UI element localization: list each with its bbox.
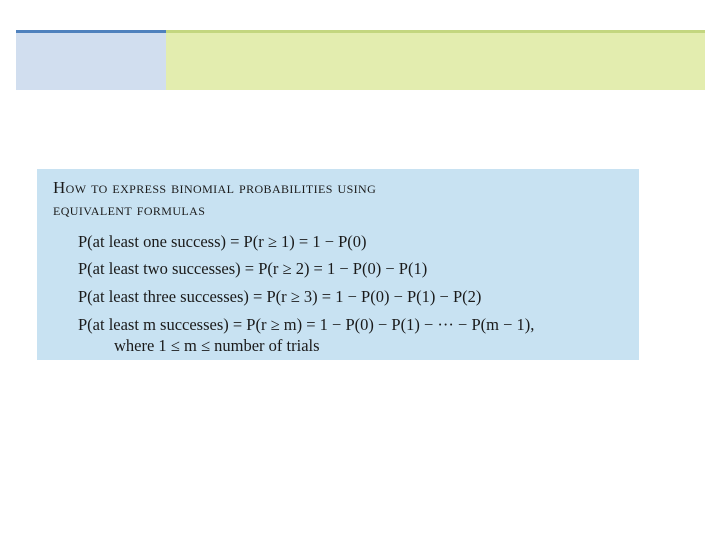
formula-at-least-one: P(at least one success) = P(r ≥ 1) = 1 − P(0) — [78, 232, 367, 251]
decorative-header-band — [16, 30, 705, 90]
box-title-line-1: How to express binomial probabilities using — [53, 178, 377, 197]
header-accent-block-blue — [16, 30, 166, 90]
formula-at-least-three: P(at least three successes) = P(r ≥ 3) = 1 − P(0) − P(1) − P(2) — [78, 287, 482, 306]
formula-at-least-m: P(at least m successes) = P(r ≥ m) = 1 − P(0) − P(1) − ··· − P(m − 1), — [78, 315, 535, 334]
formula-condition: where 1 ≤ m ≤ number of trials — [114, 336, 320, 355]
formula-box — [37, 169, 639, 360]
formula-at-least-two: P(at least two successes) = P(r ≥ 2) = 1 − P(0) − P(1) — [78, 259, 428, 278]
header-accent-block-green — [166, 30, 705, 90]
box-title-line-2: equivalent formulas — [53, 200, 206, 219]
box-title — [53, 177, 376, 221]
